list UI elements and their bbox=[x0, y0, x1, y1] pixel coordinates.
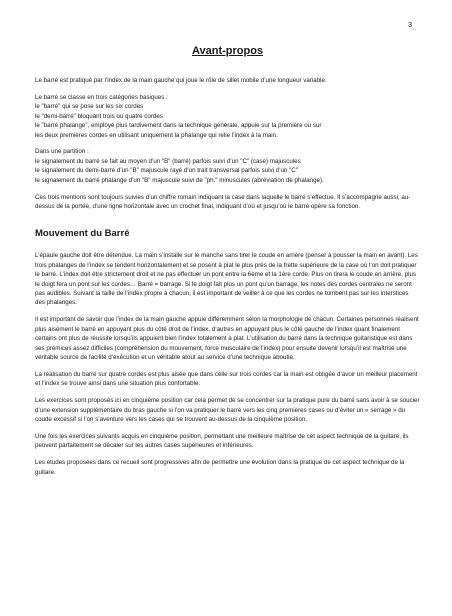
page-title: Avant-propos bbox=[191, 45, 264, 57]
categories-line: le "demi-barré" bloquant trois ou quatre cordes bbox=[35, 112, 163, 120]
document-content bbox=[35, 45, 420, 485]
categories-line: le "barré" qui se pose sur les six cordes bbox=[35, 103, 144, 111]
body-paragraph: L’épaule gauche doit être détendue. La main s’installe sur le manche sans tirer le coude en arrière (penser à pousser la main en avant). Les trois phalanges de l’index se tendent horizontalement et se posent à plat le plus près de la frette supérieure de la case où l’on doit pratiquer le barré. L’index doit être strictement droit et ne pas effectuer un pont entre la 6ème et la 1ère corde. Plus on tirera le coude en arrière, plus le doigt fera un pont sur les cordes… Barré = barrage. Si le doigt fait plus un pont qu’un barrage, les notes des cordes centrales ne seront pas audibles. Suivant la taille de l’index propre à chacun, il est important de veiller à ce que les cordes ne tombent pas sur les interstices des phalanges. bbox=[35, 252, 418, 307]
body-paragraph: Les études proposées dans ce recueil sont progressives afin de permettre une évolution dans la pratique de cet aspect technique de la guitare. bbox=[35, 459, 405, 476]
section-title: Mouvement du Barré bbox=[35, 228, 130, 240]
categories-line: le "barré phalange", employé plus tardivement dans la technique générale, appuie sur la première ou sur bbox=[35, 122, 322, 130]
partition-line: Dans une partition : bbox=[35, 148, 89, 156]
page-number: 3 bbox=[408, 22, 412, 29]
partition-line: le signalement du demi-barré d’un "B" majuscule rayé d’un trait transversal parfois suivi d’un "C" bbox=[35, 167, 298, 175]
body-paragraph: Les exercices sont proposés ici en cinquième position car cela permet de se concentrer sur la pratique pure du barré sans avoir à se soucier d’une extension supplémentaire du bras gauche si l’on va pratiquer le barré vers les cinq premières cases ou d’éviter un « serrage » du coude excessif si l’on s’aventure vers les cases qui se trouvent au-dessus de la cinquième position. bbox=[35, 397, 420, 423]
body-paragraph: La réalisation du barré sur quatre cordes est plus aisée que dans celle sur trois cordes car la main est obligée d’avoir un meilleur placement et l’index se trouve ainsi dans une situation plus confortable. bbox=[35, 370, 418, 388]
categories-line: les deux premières cordes en utilisant uniquement la phalange qui relie l’index à la main. bbox=[35, 131, 278, 139]
categories-line: Le barré se classe en trois catégories basiques : bbox=[35, 93, 168, 101]
partition-paragraph bbox=[35, 147, 420, 185]
categories-paragraph bbox=[35, 93, 420, 140]
partition-line: le signalement du barré phalange d’un "B" majuscule suivi de "ph." minuscules (abréviation de phalange). bbox=[35, 176, 324, 184]
body-paragraph: Il est important de savoir que l’index de la main gauche appuie différemment selon la morphologie de chacun. Certaines personnes réalisent plus aisément le barré en appuyant plus du côté droit de l’index, d’autres en appuyant plus le côté gauche de l’index quant finalement certains ont plus de réussite lorsqu’ils appuient bien l’index totalement à plat. L’utilisation du barré dans la technique guitaristique est dans ses prémices assez difficiles (compréhension du mouvement, force musculaire de l’index) pour ensuite devenir lorsqu’il est maîtrisé une véritable source de facilité d’exécution et un véritable atout au service d’une technique aboutie. bbox=[35, 316, 419, 361]
mentions-paragraph: Ces trois mentions sont toujours suivies d’un chiffre romain indiquant la case dans laquelle le barré s’effectue. Il s’accompagne aussi, au-dessus de la portée, d’une ligne horizontale avec un crochet final, indiquant d’où et jusqu’où le barré opère sa fonction. bbox=[35, 193, 411, 210]
body-paragraph: Une fois les exercices suivants acquis en cinquième position, permettant une meilleure maîtrise de cet aspect technique de la guitare, ils peuvent parfaitement se décaler sur les autres cases supérieures et inférieures. bbox=[35, 432, 409, 450]
intro-paragraph: Le barré est pratiqué par l’index de la main gauche qui joue le rôle de sillet mobile d’une longueur variable. bbox=[35, 77, 327, 84]
partition-line: le signalement du barré se fait au moyen d’un "B" (barré) parfois suivi d’un "C" (case) majuscules bbox=[35, 157, 301, 165]
